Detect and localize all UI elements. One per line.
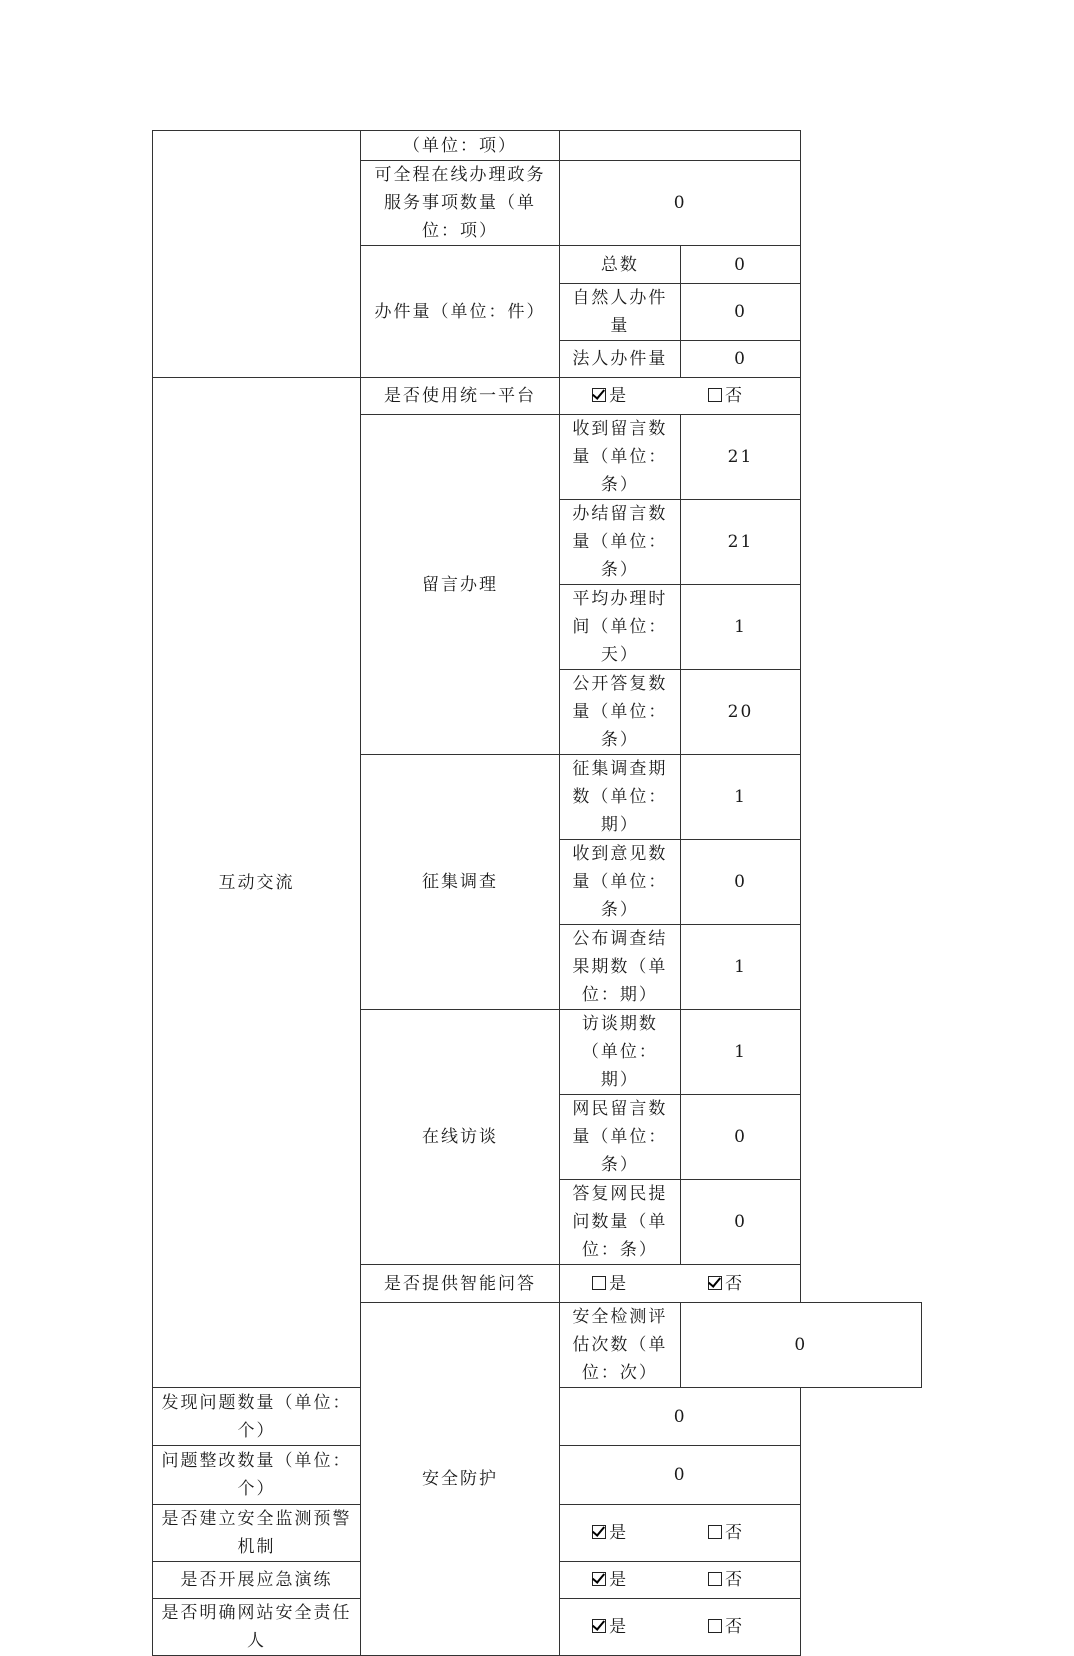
option-label: 是	[609, 1523, 629, 1543]
section-title: 互动交流	[153, 378, 361, 1388]
row-value	[560, 131, 801, 161]
checkbox-yes[interactable]	[592, 388, 606, 402]
row-label: 安全检测评估次数（单位：次）	[560, 1303, 681, 1388]
row-label: 平均办理时间（单位：天）	[560, 585, 681, 670]
checkbox-yes[interactable]	[592, 1619, 606, 1633]
row-value: 21	[680, 500, 801, 585]
row-label: 公布调查结果期数（单位：期）	[560, 925, 681, 1010]
row-label: 发现问题数量（单位：个）	[153, 1388, 361, 1446]
option-label: 否	[725, 386, 745, 406]
row-value: 0	[560, 1446, 801, 1505]
row-value: 20	[680, 670, 801, 755]
row-value: 0	[680, 341, 801, 378]
checkbox-no[interactable]	[708, 1276, 722, 1290]
row-value: 21	[680, 415, 801, 500]
row-label: 收到留言数量（单位：条）	[560, 415, 681, 500]
checkbox-yes[interactable]	[592, 1525, 606, 1539]
row-value: 0	[560, 161, 801, 246]
section-cell-empty	[153, 131, 361, 378]
row-label: 是否使用统一平台	[361, 378, 560, 415]
option-label: 否	[725, 1273, 745, 1294]
row-value: 0	[680, 284, 801, 341]
group-label: 办件量（单位：件）	[361, 246, 560, 378]
row-value: 1	[680, 925, 801, 1010]
checkbox-yes[interactable]	[592, 1572, 606, 1586]
checkbox-no[interactable]	[708, 1619, 722, 1633]
option-label: 否	[725, 1617, 745, 1637]
row-value: 0	[680, 1095, 801, 1180]
section-title: 安全防护	[361, 1303, 560, 1656]
row-label: 问题整改数量（单位：个）	[153, 1446, 361, 1505]
row-label: 自然人办件量	[560, 284, 681, 341]
row-label: 征集调查期数（单位：期）	[560, 755, 681, 840]
row-value: 0	[680, 246, 801, 284]
option-label: 是	[609, 386, 629, 406]
row-label: 是否明确网站安全责任人	[153, 1599, 361, 1656]
row-value: 0	[680, 840, 801, 925]
checkbox-yes[interactable]	[592, 1276, 606, 1290]
option-label: 否	[725, 1570, 745, 1590]
row-value: 0	[560, 1388, 801, 1446]
row-value: 1	[680, 1010, 801, 1095]
checkbox-group	[560, 1599, 801, 1656]
row-label: 办结留言数量（单位：条）	[560, 500, 681, 585]
row-label: 是否建立安全监测预警机制	[153, 1505, 361, 1562]
row-value: 0	[680, 1303, 921, 1388]
report-table	[152, 130, 922, 1656]
row-label: 收到意见数量（单位：条）	[560, 840, 681, 925]
group-label: 留言办理	[361, 415, 560, 755]
row-label: 可全程在线办理政务服务事项数量（单位：项）	[361, 161, 560, 246]
checkbox-group	[560, 1265, 801, 1303]
row-value: 1	[680, 755, 801, 840]
group-label: 在线访谈	[361, 1010, 560, 1265]
row-label: 总数	[560, 246, 681, 284]
row-value: 0	[680, 1180, 801, 1265]
row-label: （单位：项）	[361, 131, 560, 161]
row-value: 1	[680, 585, 801, 670]
checkbox-group	[560, 1505, 801, 1562]
row-label: 是否开展应急演练	[153, 1562, 361, 1599]
row-label: 公开答复数量（单位：条）	[560, 670, 681, 755]
row-label: 是否提供智能问答	[361, 1265, 560, 1303]
row-label: 网民留言数量（单位：条）	[560, 1095, 681, 1180]
row-label: 答复网民提问数量（单位：条）	[560, 1180, 681, 1265]
checkbox-group	[560, 1562, 801, 1599]
option-label: 是	[609, 1617, 629, 1637]
checkbox-no[interactable]	[708, 1572, 722, 1586]
row-label: 法人办件量	[560, 341, 681, 378]
group-label: 征集调查	[361, 755, 560, 1010]
checkbox-no[interactable]	[708, 388, 722, 402]
option-label: 是	[609, 1273, 629, 1294]
option-label: 是	[609, 1570, 629, 1590]
option-label: 否	[725, 1523, 745, 1543]
row-label: 访谈期数（单位：期）	[560, 1010, 681, 1095]
checkbox-no[interactable]	[708, 1525, 722, 1539]
checkbox-group	[560, 378, 801, 415]
